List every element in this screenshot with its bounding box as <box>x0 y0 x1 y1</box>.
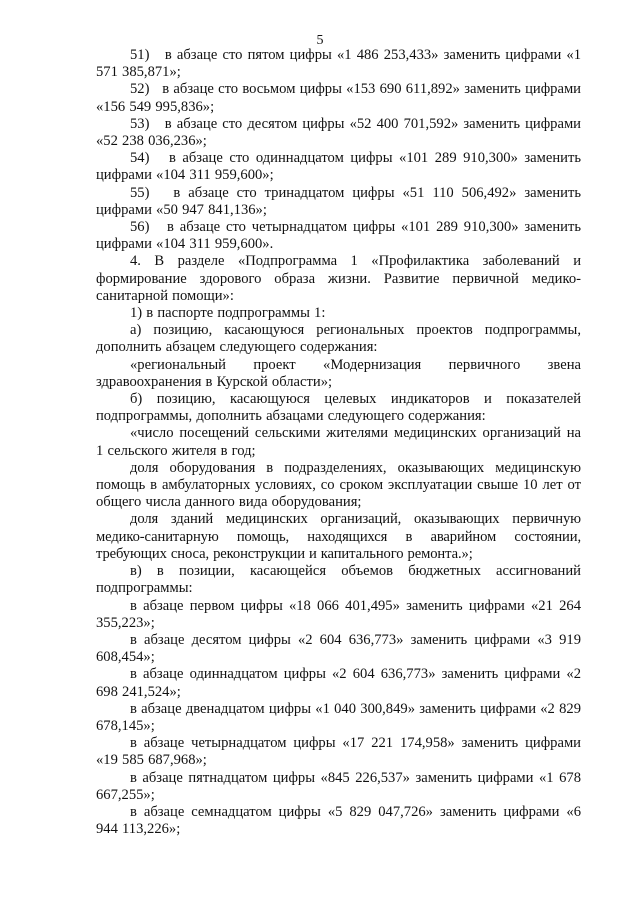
paragraph-item-56: 56) в абзаце сто четырнадцатом цифры «101 289 910,300» заменить цифрами «104 311 959,600». <box>96 219 581 253</box>
paragraph-item-54: 54) в абзаце сто одиннадцатом цифры «101 289 910,300» заменить цифрами «104 311 959,600»; <box>96 150 581 184</box>
indicator-visits: «число посещений сельскими жителями медицинских организаций на 1 сельского жителя в год; <box>96 425 581 459</box>
page-number: 5 <box>316 33 324 48</box>
paragraph-item-51: 51) в абзаце сто пятом цифры «1 486 253,433» заменить цифрами «1 571 385,871»; <box>96 47 581 81</box>
passport-subprogram-1: 1) в паспорте подпрограммы 1: <box>130 305 326 322</box>
subitem-v: в) в позиции, касающейся объемов бюджетных ассигнований подпрограммы: <box>96 563 581 597</box>
indicator-buildings: доля зданий медицинских организаций, оказывающих первичную медико-санитарную помощь, находящихся в аварийном состоянии, требующих сноса, реконструкции и капитального ремонта.»; <box>96 511 581 562</box>
paragraph-item-52: 52) в абзаце сто восьмом цифры «153 690 611,892» заменить цифрами «156 549 995,836»; <box>96 81 581 115</box>
budget-paragraph-14: в абзаце четырнадцатом цифры «17 221 174,958» заменить цифрами «19 585 687,968»; <box>96 735 581 769</box>
budget-paragraph-10: в абзаце десятом цифры «2 604 636,773» заменить цифрами «3 919 608,454»; <box>96 631 581 666</box>
budget-paragraph-15: в абзаце пятнадцатом цифры «845 226,537» заменить цифрами «1 678 667,255»; <box>96 769 581 803</box>
document-body <box>96 47 581 838</box>
budget-paragraph-1: в абзаце первом цифры «18 066 401,495» заменить цифрами «21 264 355,223»; <box>96 597 581 631</box>
paragraph-item-55: 55) в абзаце сто тринадцатом цифры «51 110 506,492» заменить цифрами «50 947 841,136»; <box>96 184 581 218</box>
indicator-equipment: доля оборудования в подразделениях, оказывающих медицинскую помощь в амбулаторных условиях, со сроком эксплуатации свыше 10 лет от общего числа данного вида оборудования; <box>96 459 581 511</box>
budget-paragraph-11: в абзаце одиннадцатом цифры «2 604 636,773» заменить цифрами «2 698 241,524»; <box>96 666 581 700</box>
budget-paragraph-12: в абзаце двенадцатом цифры «1 040 300,849» заменить цифрами «2 829 678,145»; <box>96 700 581 734</box>
regional-project-quote: «региональный проект «Модернизация первичного звена здравоохранения в Курской области»; <box>96 356 581 390</box>
paragraph-item-53: 53) в абзаце сто десятом цифры «52 400 701,592» заменить цифрами «52 238 036,236»; <box>96 115 581 150</box>
section-4-heading: 4. В разделе «Подпрограмма 1 «Профилактика заболеваний и формирование здорового образа жизни. Развитие первичной медико-санитарной помощи»: <box>96 253 581 304</box>
budget-paragraph-17: в абзаце семнадцатом цифры «5 829 047,726» заменить цифрами «6 944 113,226»; <box>96 803 581 838</box>
subitem-a: а) позицию, касающуюся региональных проектов подпрограммы, дополнить абзацем следующего содержания: <box>96 322 581 356</box>
subitem-b: б) позицию, касающуюся целевых индикаторов и показателей подпрограммы, дополнить абзацами следующего содержания: <box>96 391 581 425</box>
